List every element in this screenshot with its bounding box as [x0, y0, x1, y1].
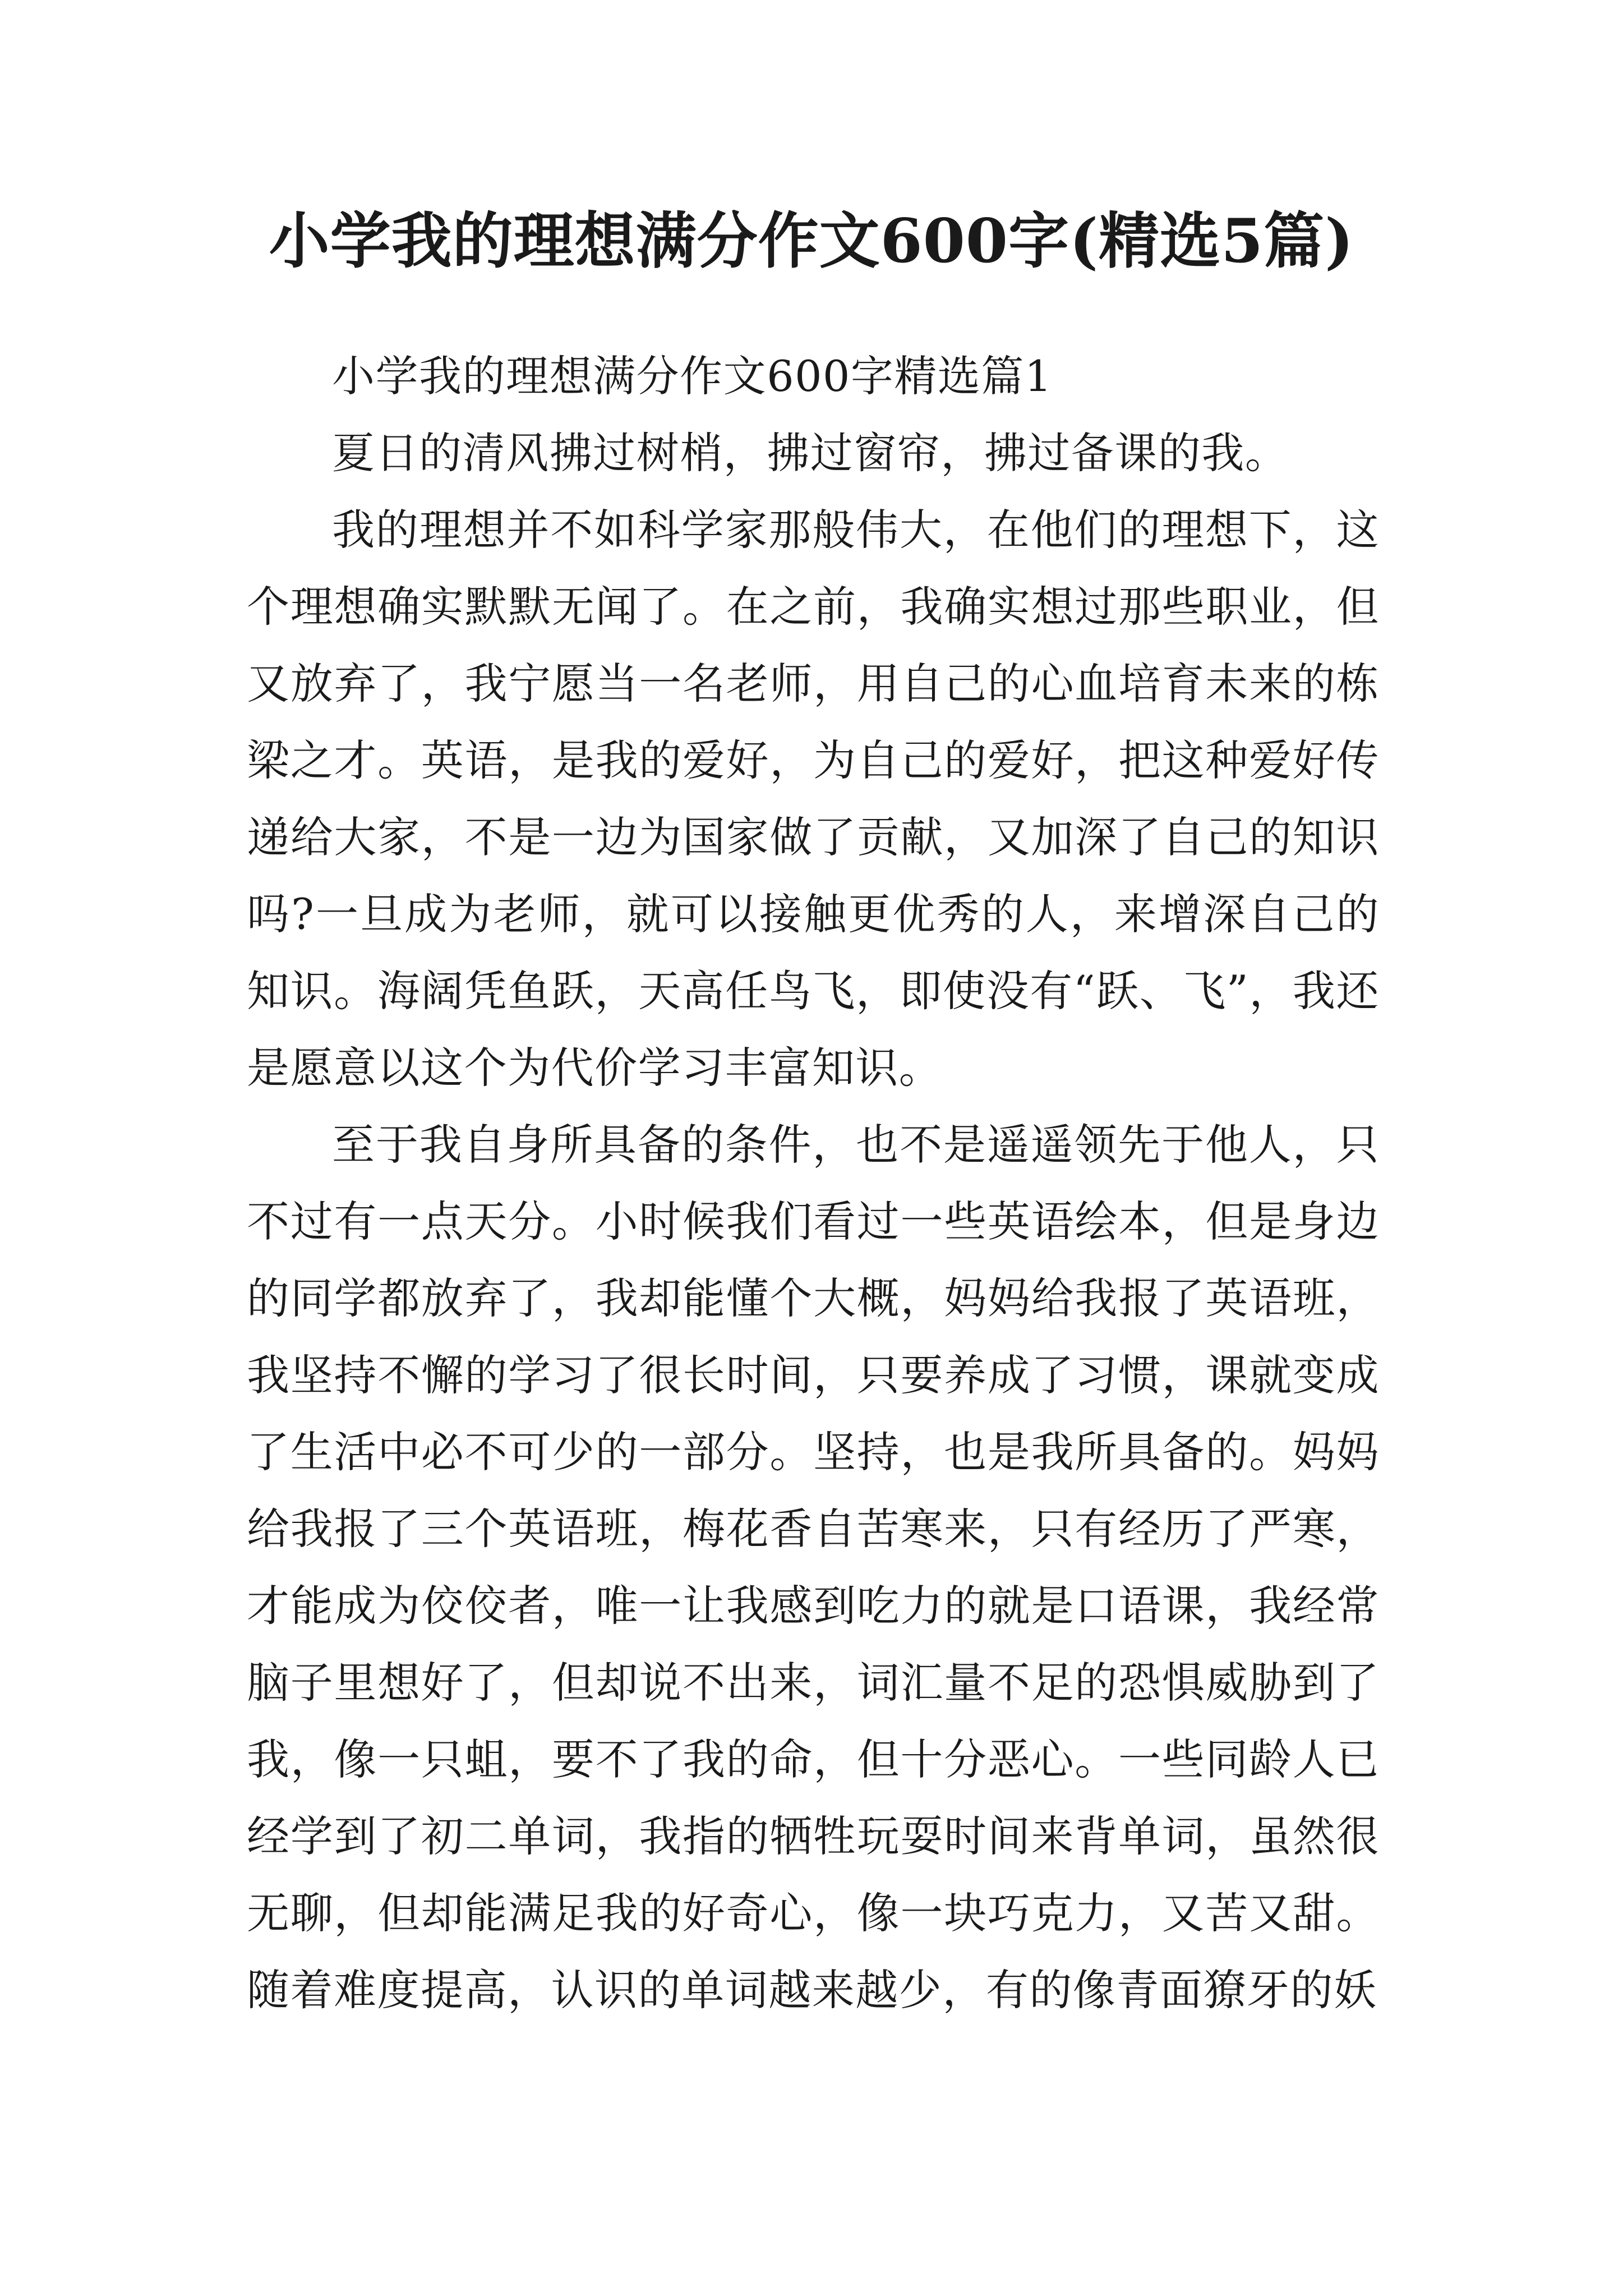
document-body: [247, 338, 1380, 2028]
section-heading: 小学我的理想满分作文600字精选篇1: [332, 351, 1053, 401]
body-paragraph: 至于我自身所具备的条件，也不是遥遥领先于他人，只不过有一点天分。小时候我们看过一些英语绘本，但是身边的同学都放弃了，我却能懂个大概，妈妈给我报了英语班，我坚持不懈的学习了很长时间，只要养成了习惯，课就变成了生活中必不可少的一部分。坚持，也是我所具备的。妈妈给我报了三个英语班，梅花香自苦寒来，只有经历了严寒，才能成为佼佼者，唯一让我感到吃力的就是口语课，我经常脑子里想好了，但却说不出来，词汇量不足的恐惧威胁到了我，像一只蛆，要不了我的命，但十分恶心。一些同龄人已经学到了初二单词，我指的牺牲玩耍时间来背单词，虽然很无聊，但却能满足我的好奇心，像一块巧克力，又苦又甜。随着难度提高，认识的单词越来越少，有的像青面獠牙的妖: [247, 1120, 1380, 2015]
document-title: 小学我的理想满分作文600字(精选5篇): [269, 206, 1354, 277]
body-paragraph: 我的理想并不如科学家那般伟大，在他们的理想下，这个理想确实默默无闻了。在之前，我确实想过那些职业，但又放弃了，我宁愿当一名老师，用自己的心血培育未来的栋梁之才。英语，是我的爱好，为自己的爱好，把这种爱好传递给大家，不是一边为国家做了贡献，又加深了自己的知识吗?一旦成为老师，就可以接触更优秀的人，来增深自己的知识。海阔凭鱼跃，天高任鸟飞，即使没有“跃、飞”，我还是愿意以这个为代价学习丰富知识。: [247, 505, 1380, 1093]
body-paragraph: 夏日的清风拂过树梢，拂过窗帘，拂过备课的我。: [332, 428, 1289, 478]
